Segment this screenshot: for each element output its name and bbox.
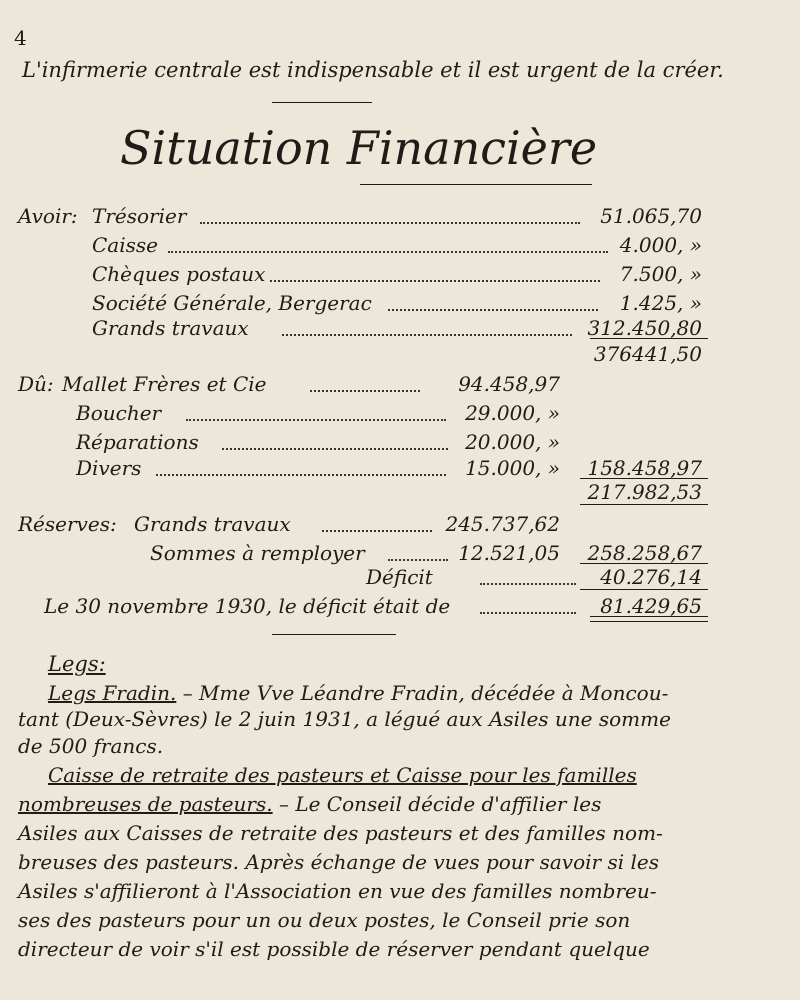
avoir-item-value: 51.065,70 <box>600 204 702 228</box>
page-number: 4 <box>14 26 27 50</box>
avoir-label: Avoir: <box>18 204 78 228</box>
legs-heading: Legs: <box>48 652 106 676</box>
avoir-item-value: 4.000, » <box>619 233 702 257</box>
leader-dots <box>270 280 600 282</box>
sum-rule <box>580 504 708 505</box>
avoir-item-label: Caisse <box>92 233 158 257</box>
du-label: Dû: <box>18 372 54 396</box>
reserves-item-label: Sommes à remployer <box>150 541 365 565</box>
avoir-item-value: 312.450,80 <box>587 316 702 340</box>
title-underline <box>360 184 592 185</box>
leader-dots <box>388 559 448 561</box>
leader-dots <box>310 390 420 392</box>
divider <box>272 634 396 635</box>
double-rule <box>590 616 708 622</box>
leader-dots <box>480 612 576 614</box>
leader-dots <box>282 334 572 336</box>
du-item-value: 94.458,97 <box>458 372 560 396</box>
leader-dots <box>186 419 446 421</box>
deficit-value: 40.276,14 <box>600 565 702 589</box>
leader-dots <box>388 309 598 311</box>
divider <box>272 102 372 103</box>
du-item-value: 29.000, » <box>465 401 560 425</box>
caisse-text-line: Asiles s'affilieront à l'Association en vue des familles nombreu- <box>18 879 657 903</box>
avoir-item-label: Trésorier <box>92 204 187 228</box>
du-item-label: Réparations <box>76 430 199 454</box>
du-total: 217.982,53 <box>587 480 702 504</box>
du-item-value: 15.000, » <box>465 456 560 480</box>
leader-dots <box>156 474 446 476</box>
sum-rule <box>580 478 708 479</box>
reserves-item-label: Grands travaux <box>134 512 291 536</box>
leader-dots <box>480 583 576 585</box>
avoir-item-label: Chèques postaux <box>92 262 266 286</box>
intro-sentence: L'infirmerie centrale est indispensable et il est urgent de la créer. <box>22 58 724 82</box>
caisse-text: – Le Conseil décide d'affilier les <box>272 792 602 816</box>
caisse-title-line: Caisse de retraite des pasteurs et Caisse pour les familles <box>48 763 637 787</box>
leader-dots <box>222 448 448 450</box>
previous-deficit-value: 81.429,65 <box>600 594 702 618</box>
caisse-title-line: nombreuses de pasteurs. <box>18 792 273 816</box>
avoir-item-value: 1.425, » <box>619 291 702 315</box>
caisse-text-line: ses des pasteurs pour un ou deux postes, le Conseil prie son <box>18 908 631 932</box>
du-subtotal: 158.458,97 <box>587 456 702 480</box>
du-item-label: Mallet Frères et Cie <box>62 372 267 396</box>
avoir-item-label: Société Générale, Bergerac <box>92 291 372 315</box>
avoir-item-label: Grands travaux <box>92 316 249 340</box>
page-title: Situation Financière <box>120 121 598 175</box>
deficit-label: Déficit <box>366 565 433 589</box>
reserves-item-value: 12.521,05 <box>458 541 560 565</box>
reserves-label: Réserves: <box>18 512 117 536</box>
leader-dots <box>322 530 432 532</box>
legs-fradin-title: Legs Fradin. <box>48 681 177 705</box>
reserves-total: 258.258,67 <box>587 541 702 565</box>
previous-deficit-label: Le 30 novembre 1930, le déficit était de <box>44 594 451 618</box>
caisse-text-line: breuses des pasteurs. Après échange de vues pour savoir si les <box>18 850 659 874</box>
du-item-label: Boucher <box>76 401 162 425</box>
du-item-label: Divers <box>76 456 142 480</box>
reserves-item-value: 245.737,62 <box>445 512 560 536</box>
du-item-value: 20.000, » <box>465 430 560 454</box>
legs-text-line: de 500 francs. <box>18 734 164 758</box>
leader-dots <box>168 251 608 253</box>
sum-rule <box>580 563 708 564</box>
caisse-text-line: directeur de voir s'il est possible de réserver pendant quelque <box>18 937 650 961</box>
legs-text-line: tant (Deux-Sèvres) le 2 juin 1931, a légué aux Asiles une somme <box>18 707 671 731</box>
leader-dots <box>200 222 580 224</box>
avoir-item-value: 7.500, » <box>619 262 702 286</box>
caisse-text-line: Asiles aux Caisses de retraite des pasteurs et des familles nom- <box>18 821 663 845</box>
legs-text-line: – Mme Vve Léandre Fradin, décédée à Moncou- <box>182 681 669 705</box>
sum-rule <box>590 338 708 339</box>
sum-rule <box>580 589 708 590</box>
avoir-total: 376441,50 <box>593 342 702 366</box>
